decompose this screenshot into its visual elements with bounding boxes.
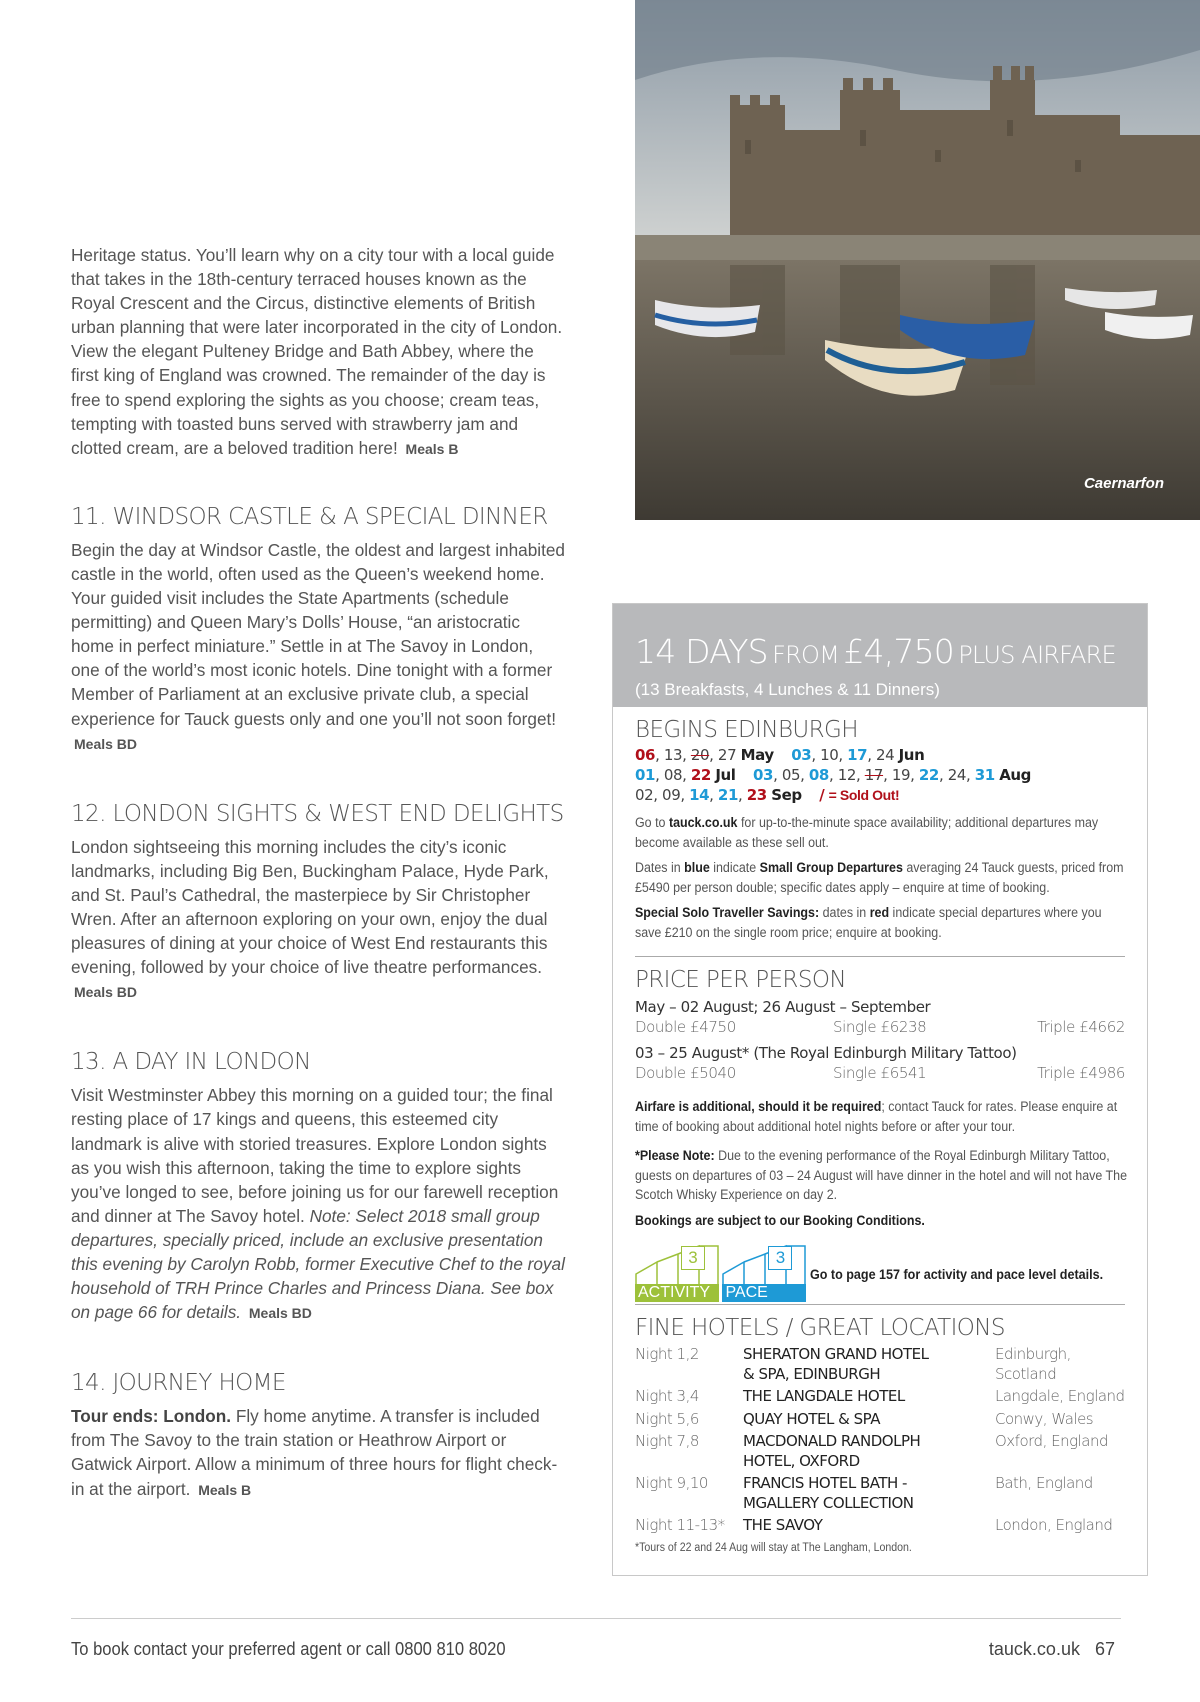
tattoo-note: *Please Note: Due to the evening performance of the Royal Edinburgh Military Tattoo, guests on departures of 03 – 24 August will have dinner in the hotel and will not have The Scotch Whisky Experience on day 2. — [635, 1148, 1128, 1202]
departure-date: 24 — [875, 746, 895, 764]
hotel-row — [635, 1387, 1125, 1407]
departure-date: 14 — [689, 786, 710, 804]
departure-date: 13 — [663, 746, 683, 764]
itinerary-column — [71, 243, 566, 1502]
day-12-text: London sightseeing this morning includes the city’s iconic landmarks, including Big Ben, Buckingham Palace, Hyde Park, and St. Paul’s Cathedral, the masterpiece by Sir Christopher Wren. After an afternoon exploring on your own, enjoy the dual pleasures of dining at your choice of West End restaurants this evening, followed by your choice of live theatre performances. Meals BD — [71, 836, 549, 1001]
departure-date: 21 — [717, 786, 738, 804]
price-row: Double £5040 Single £6541 Triple £4986 — [635, 1064, 1125, 1082]
day-12-heading: 12. LONDON SIGHTS & WEST END DELIGHTS — [71, 800, 564, 827]
meals-label: Meals B — [198, 1481, 252, 1498]
day-11-heading: 11. WINDSOR CASTLE & A SPECIAL DINNER — [71, 503, 548, 530]
castle-illustration — [635, 0, 1200, 520]
hotel-name: THE LANGDALE HOTEL — [743, 1387, 905, 1405]
solo-note: Special Solo Traveller Savings: dates in red indicate special departures where you save £210 on the single room price; enquire at booking. — [635, 905, 1102, 940]
hotel-row — [635, 1474, 1125, 1513]
departure-date: 20 — [690, 746, 710, 764]
hotel-row — [635, 1432, 1125, 1471]
departure-date: 17 — [847, 746, 868, 764]
price-heading: PRICE PER PERSON — [635, 967, 846, 993]
departure-date: 08 — [663, 766, 683, 784]
hotel-footnote: *Tours of 22 and 24 Aug will stay at The Langham, London. — [635, 1541, 912, 1554]
intro-paragraph: Heritage status. You’ll learn why on a city tour with a local guide that takes in the 18th-century terraced houses known as the Royal Crescent and the Circus, distinctive elements of British urban planning that were later incorporated in the city of London. View the elegant Pulteney Bridge and Bath Abbey, where the first king of England was crowned. The remainder of the day is free to spend exploring the sights as you choose; cream teas, tempting with toasted buns served with strawberry jam and clotted cream, are a beloved tradition here! Meals B — [71, 245, 563, 458]
meals-label: Meals BD — [248, 1305, 312, 1322]
meals-label: Meals BD — [74, 984, 138, 1001]
price-banner — [613, 604, 1147, 707]
hotel-row — [635, 1410, 1125, 1430]
departure-date: 19 — [891, 766, 911, 784]
departure-date: 06 — [635, 746, 656, 764]
date-group: 03, 10, 17, 24 — [791, 746, 895, 764]
activity-level-badge: 3 ACTIVITY — [635, 1244, 708, 1302]
page-number: 67 — [1094, 1639, 1115, 1659]
hotel-name: QUAY HOTEL & SPA — [743, 1409, 880, 1428]
hotel-nights: Night 7,8 — [635, 1432, 699, 1450]
booking-conditions: Bookings are subject to our Booking Conditions. — [635, 1212, 925, 1228]
hotel-location: Conwy, Wales — [995, 1409, 1094, 1428]
hotel-name: FRANCIS HOTEL BATH - MGALLERY COLLECTION — [743, 1474, 914, 1512]
divider — [635, 956, 1125, 957]
departure-date: 12 — [837, 766, 857, 784]
day-11-text: Begin the day at Windsor Castle, the oldest and largest inhabited castle in the world, often used as the Queen’s weekend home. Your guided visit includes the State Apartments (schedule permitting) and Queen Mary’s Dolls’ House, “an aristocratic home in perfect miniature.” Settle in at The Savoy in London, one of the world’s most iconic hotels. Dine tonight with a former Member of Parliament at an exclusive private club, a special experience for Tauck guests only and one you’ll not soon forget! Meals BD — [71, 539, 565, 752]
small-group-note: Dates in blue indicate Small Group Departures averaging 24 Tauck guests, priced from £5490 per person double; specific dates apply – enquire at time of booking. — [635, 860, 1124, 895]
site-link[interactable]: tauck.co.uk — [668, 815, 738, 830]
hotel-list — [635, 1345, 1125, 1536]
day-14-heading: 14. JOURNEY HOME — [71, 1370, 286, 1397]
departure-date: 05 — [781, 766, 801, 784]
hotel-nights: Night 5,6 — [635, 1409, 699, 1428]
departure-date: 08 — [808, 766, 829, 784]
date-group: 03, 05, 08, 12, 17, 19, 22, 24, 31 — [753, 766, 995, 784]
hotel-row — [635, 1516, 1125, 1536]
date-group: 02, 09, 14, 21, 23 — [635, 786, 767, 804]
caernarfon-photo — [635, 0, 1200, 520]
departure-date: 22 — [918, 766, 939, 784]
date-group: 06, 13, 20, 27 — [635, 746, 737, 764]
hotel-nights: Night 9,10 — [635, 1474, 708, 1492]
hotel-name: SHERATON GRAND HOTEL & SPA, EDINBURGH — [743, 1345, 929, 1383]
footer-site-link[interactable]: tauck.co.uk — [988, 1639, 1080, 1659]
price-headline: 14 DAYS FROM £4,750 PLUS AIRFARE — [635, 632, 1116, 671]
departure-date: 03 — [753, 766, 774, 784]
hotel-row — [635, 1345, 1125, 1384]
price-table — [635, 997, 1125, 1083]
availability-note: Go to tauck.co.uk for up-to-the-minute space availability; additional departures may become available as these sell out. — [635, 815, 1099, 850]
level-badges — [635, 1244, 1125, 1302]
meals-label: Meals B — [405, 440, 459, 457]
departure-dates: 06, 13, 20, 27 May 03, 10, 17, 24 Jun 01, 08, 22 Jul 03, 05, 08, 12, 17, 19, 22, 24, 31 Aug 02, 09, 14, 21, 23 Sep / = Sold Out! — [635, 746, 1032, 804]
departure-date: 23 — [746, 786, 767, 804]
sold-out-marker: / — [819, 786, 825, 804]
meals-summary: (13 Breakfasts, 4 Lunches & 11 Dinners) — [635, 680, 940, 699]
hotel-nights: Night 11-13* — [635, 1516, 725, 1534]
hotel-location: Bath, England — [995, 1474, 1093, 1492]
price-period-label: 03 – 25 August* (The Royal Edinburgh Military Tattoo) — [635, 1044, 1017, 1062]
day-13-heading: 13. A DAY IN LONDON — [71, 1049, 311, 1076]
departure-date: 27 — [717, 746, 737, 764]
footer-right — [989, 1639, 1115, 1660]
date-group: 01, 08, 22 — [635, 766, 711, 784]
departure-date: 24 — [947, 766, 966, 784]
meals-label: Meals BD — [74, 735, 138, 752]
hotel-nights: Night 3,4 — [635, 1387, 699, 1405]
badge-note: Go to page 157 for activity and pace level details. — [809, 1267, 1103, 1282]
divider — [635, 1304, 1125, 1305]
hotel-location: Edinburgh, Scotland — [995, 1345, 1071, 1383]
departure-date: 01 — [635, 766, 656, 784]
hotels-heading: FINE HOTELS / GREAT LOCATIONS — [635, 1315, 1005, 1341]
price-period-label: May – 02 August; 26 August – September — [635, 998, 931, 1016]
photo-caption: Caernarfon — [1083, 475, 1164, 492]
begins-heading: BEGINS EDINBURGH — [635, 717, 858, 743]
departure-date: 22 — [690, 766, 711, 784]
hotel-nights: Night 1,2 — [635, 1345, 699, 1363]
day-13-text: Visit Westminster Abbey this morning on a guided tour; the final resting place of 17 kings and queens, this esteemed city landmark is alive with storied treasures. Explore London sights as you wish this afternoon, taking the time to explore sights you’ve longed to see, before joining us for our farewell reception and dinner at The Savoy hotel. Note: Select 2018 small group departures, specially priced, include an exclusive presentation this evening by Carolyn Robb, former Executive Chef to the royal household of TRH Prince Charles and Princess Diana. See box on page 66 for details. Meals BD — [71, 1085, 565, 1323]
footer-divider — [71, 1618, 1121, 1619]
hotel-location: London, England — [995, 1516, 1113, 1534]
departure-date: 02 — [635, 786, 654, 804]
day-14-text: Tour ends: London. Fly home anytime. A transfer is included from The Savoy to the train station or Heathrow Airport or Gatwick Airport. Allow a minimum of three hours for flight check-in at the airport. Meals B — [71, 1406, 558, 1499]
tour-info-box — [612, 603, 1148, 1576]
hotel-location: Oxford, England — [995, 1432, 1108, 1450]
departure-date: 17 — [864, 766, 884, 784]
hotel-location: Langdale, England — [995, 1387, 1125, 1405]
hotel-name: THE SAVOY — [743, 1516, 823, 1534]
sold-out-legend: = Sold Out! — [828, 787, 900, 803]
hotel-name: MACDONALD RANDOLPH HOTEL, OXFORD — [743, 1432, 921, 1470]
pace-level-badge: 3 PACE — [722, 1244, 795, 1302]
price-row: Double £4750 Single £6238 Triple £4662 — [635, 1018, 1125, 1036]
departure-date: 10 — [820, 746, 839, 764]
booking-contact: To book contact your preferred agent or call 0800 810 8020 — [71, 1639, 506, 1659]
departure-date: 03 — [791, 746, 812, 764]
departure-date: 09 — [662, 786, 681, 804]
airfare-note: Airfare is additional, should it be required; contact Tauck for rates. Please enquire at time of booking about additional hotel nights before or after your tour. — [635, 1099, 1118, 1134]
departure-date: 31 — [974, 766, 995, 784]
